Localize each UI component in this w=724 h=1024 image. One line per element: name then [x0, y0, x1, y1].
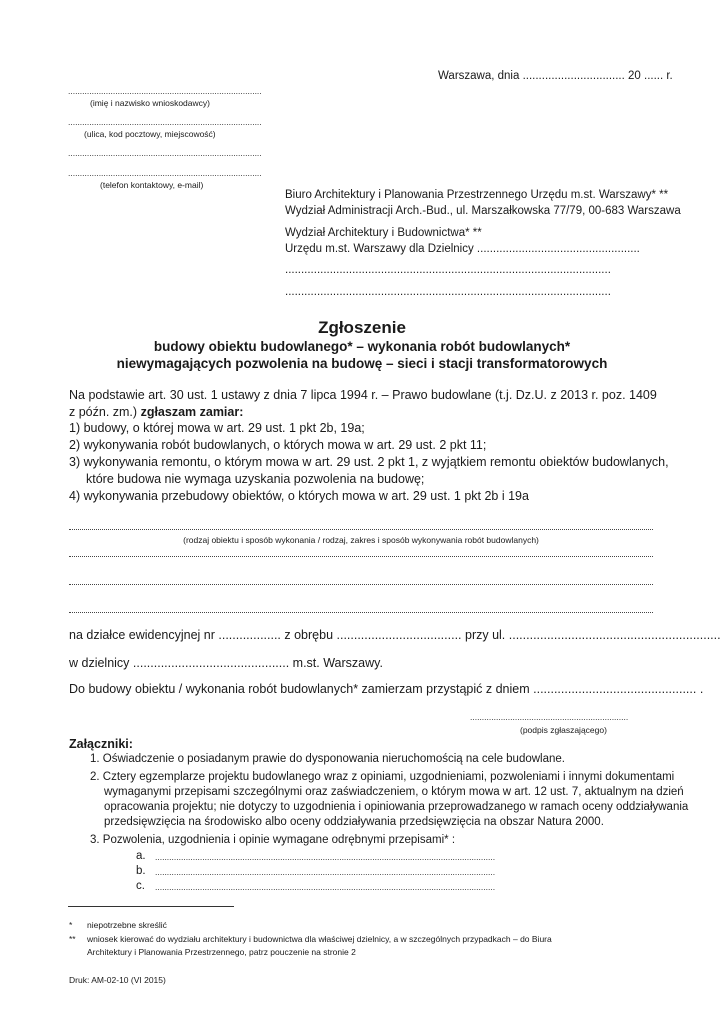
applicant-address-label: (ulica, kod pocztowy, miejscowość)	[84, 129, 216, 139]
attachment-3-sub-a-label: a.	[136, 850, 146, 862]
applicant-name-field[interactable]: ..................................................................................	[68, 86, 262, 96]
recipient-line-4[interactable]: Urzędu m.st. Warszawy dla Dzielnicy ...................................................	[285, 243, 640, 255]
intent-item-1: 1) budowy, o której mowa w art. 29 ust. 1 pkt 2b, 19a;	[69, 421, 365, 435]
document-subtitle-2: niewymagających pozwolenia na budowę – sieci i stacji transformatorowych	[116, 356, 608, 371]
applicant-phone-label: (telefon kontaktowy, e-mail)	[100, 180, 204, 190]
district-line[interactable]: w dzielnicy ............................................. m.st. Warszawy.	[69, 656, 383, 670]
attachment-3-sub-b-label: b.	[136, 865, 146, 877]
footnote-divider	[68, 906, 234, 907]
attachment-3-sub-a-field[interactable]: ................................................................................................................................................	[155, 852, 496, 862]
footnote-2-text-2: Architektury i Planowania Przestrzennego, patrz pouczenie na stronie 2	[87, 947, 356, 957]
footnote-2-text-1: wniosek kierować do wydziału architektury i budownictwa dla właściwej dzielnicy, a w szczególnych przypadkach – do Biura	[87, 934, 552, 944]
signature-field[interactable]: ...................................................................	[470, 712, 629, 722]
attachments-title: Załączniki:	[69, 737, 133, 751]
recipient-line-5[interactable]: ......................................................................................................	[285, 264, 611, 276]
attachment-2-line-2: wymaganymi przepisami szczególnymi oraz zaświadczeniem, o którym mowa w art. 12 ust. 7, aktualnym na dzień	[104, 786, 684, 798]
place-date: Warszawa, dnia ................................ 20 ...... r.	[438, 70, 673, 82]
intro-line-2	[69, 405, 243, 419]
print-code: Druk: AM-02-10 (VI 2015)	[69, 975, 166, 985]
work-description-line-3[interactable]	[69, 584, 653, 585]
work-description-line-1[interactable]	[69, 529, 653, 530]
plot-line[interactable]: na działce ewidencyjnej nr .................. z obrębu .................................... przy ul. .............................................................	[69, 628, 721, 642]
attachment-2-line-3: opracowania projektu; nie dotyczy to uzgodnienia i opiniowania przeprowadzanego w ramach oceny oddziaływania	[104, 801, 689, 813]
intent-item-3: 3) wykonywania remontu, o którym mowa w art. 29 ust. 2 pkt 1, z wyjątkiem remontu obiektów budowlanych,	[69, 455, 669, 469]
intro-line-1: Na podstawie art. 30 ust. 1 ustawy z dnia 7 lipca 1994 r. – Prawo budowlane (t.j. Dz.U. z 2013 r. poz. 1409	[69, 388, 657, 402]
recipient-line-3: Wydział Architektury i Budownictwa* **	[285, 227, 482, 239]
recipient-line-2: Wydział Administracji Arch.-Bud., ul. Marszałkowska 77/79, 00-683 Warszawa	[285, 205, 681, 217]
applicant-name-label: (imię i nazwisko wnioskodawcy)	[90, 98, 210, 108]
attachment-2-line-1: 2. Cztery egzemplarze projektu budowlanego wraz z opiniami, uzgodnieniami, pozwoleniami i innymi dokumentami	[90, 771, 675, 783]
work-description-line-4[interactable]	[69, 612, 653, 613]
attachment-3-sub-b-field[interactable]: ................................................................................................................................................	[155, 867, 496, 877]
signature-label: (podpis zgłaszającego)	[520, 725, 607, 735]
document-title: Zgłoszenie	[318, 318, 406, 337]
intent-item-4: 4) wykonywania przebudowy obiektów, o których mowa w art. 29 ust. 1 pkt 2b i 19a	[69, 489, 529, 503]
work-description-line-2[interactable]	[69, 556, 653, 557]
footnote-1-text: niepotrzebne skreślić	[87, 920, 167, 930]
start-date-line[interactable]: Do budowy obiektu / wykonania robót budowlanych* zamierzam przystąpić z dniem ............................................... .	[69, 682, 704, 696]
intent-item-3-cont: które budowa nie wymaga uzyskania pozwolenia na budowę;	[86, 472, 425, 486]
work-description-label: (rodzaj obiektu i sposób wykonania / rodzaj, zakres i sposób wykonywania robót budowlanych)	[183, 535, 539, 545]
recipient-line-6[interactable]: ......................................................................................................	[285, 286, 611, 298]
intro-declaration: zgłaszam zamiar:	[140, 405, 244, 419]
document-subtitle-1: budowy obiektu budowlanego* – wykonania robót budowlanych*	[153, 339, 571, 354]
attachment-3-sub-c-label: c.	[136, 880, 145, 892]
attachment-3-sub-c-field[interactable]: ................................................................................................................................................	[155, 882, 496, 892]
attachment-2-line-4: przedsięwzięcia na środowisko albo oceny oddziaływania przedsięwzięcia na obszar Natura 2000.	[104, 816, 604, 828]
recipient-line-1: Biuro Architektury i Planowania Przestrzennego Urzędu m.st. Warszawy* **	[285, 189, 669, 201]
applicant-phone-field[interactable]: ..................................................................................	[68, 168, 262, 178]
intro-text: z późn. zm.)	[69, 405, 138, 419]
attachment-1: 1. Oświadczenie o posiadanym prawie do dysponowania nieruchomością na cele budowlane.	[90, 753, 565, 765]
attachment-3: 3. Pozwolenia, uzgodnienia i opinie wymagane odrębnymi przepisami* :	[90, 834, 456, 846]
footnote-2-marker: **	[69, 934, 76, 944]
applicant-address-field-2[interactable]: ..................................................................................	[68, 148, 262, 158]
intent-item-2: 2) wykonywania robót budowlanych, o których mowa w art. 29 ust. 2 pkt 11;	[69, 438, 487, 452]
footnote-1-marker: *	[69, 920, 73, 930]
applicant-address-field[interactable]: ..................................................................................	[68, 117, 262, 127]
